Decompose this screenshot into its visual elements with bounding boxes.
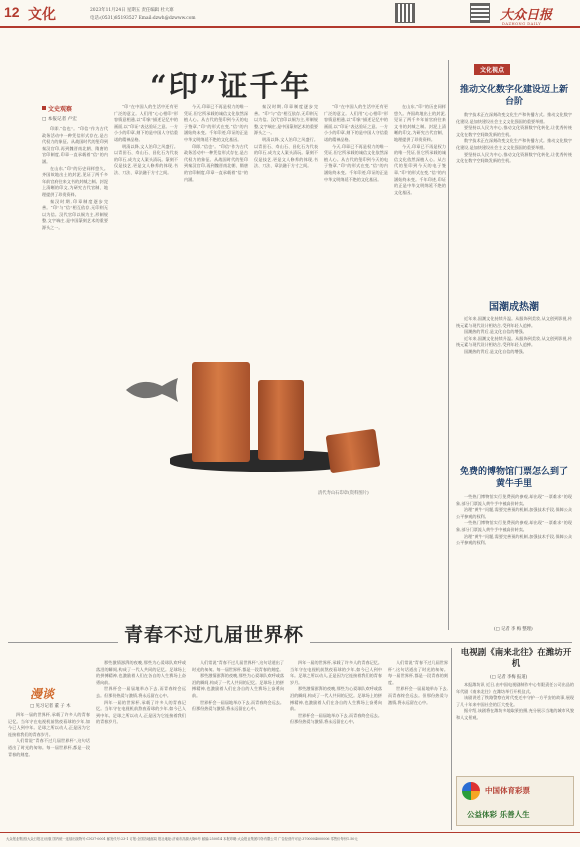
- sidebar-paragraph: 国潮热的背后,是文化自信的增强。: [464, 348, 527, 354]
- bottom-paragraph: 世界杯会一届届地举办下去,而青春终会远去。但那份热爱与激情,将永远留在心中。: [290, 712, 382, 725]
- column-divider: [448, 60, 449, 630]
- sidebar-article-2-body: [456, 316, 572, 454]
- sidebar-article-2-title: 国潮成热潮: [489, 302, 539, 313]
- lottery-ad[interactable]: [456, 776, 574, 826]
- lead-column-tag: [42, 103, 72, 113]
- seal-stone: [258, 380, 304, 460]
- qr-code-icon: [470, 3, 490, 23]
- section-title: 文化: [28, 7, 56, 23]
- lead-paragraph: 秦汉时期,印章制度逐步完善。“印”与“信”相互依存,无印则无以为信。汉代官印以铜为主,形制规整,文字端庄,是中国篆刻艺术的重要源头之一。: [42, 198, 108, 230]
- sidebar-paragraph: 国潮热的背后,是文化自信的增强。: [464, 329, 527, 335]
- seal-stone: [326, 429, 381, 474]
- bottom-paragraph: 人们常说“青春不过几届世界杯”,这句话道出了时光的匆匆。每一届世界杯,都是一段青春的刻度。: [388, 660, 448, 685]
- sidebar-byline: (□ 记者 李 梅 整理): [494, 627, 533, 632]
- page-number: 12: [4, 4, 20, 20]
- tag-bar-icon: [42, 106, 46, 110]
- sidebar-paragraph: 要坚持以人民为中心,推动文化资源数字化转化,让优秀传统文化在数字空间焕发新的生机。: [456, 151, 572, 164]
- sidebar-article-1-title: 推动文化数字化建设迈上新台阶: [459, 85, 568, 107]
- lead-paragraph: 今天,印章已不再是权力的唯一凭证,但它所承载的诚信文化依然深植人心。从古代的玺印到今天的电子签章,“印”的形式在变,“信”的内涵始终未变。千年印迹,印证的正是中华文明绵延不绝的文化基因。: [184, 104, 248, 142]
- footer-text: 大众报业集团(大众日报社)出版 国内统一连续出版物号:CN37-0001 邮发代号:23-1 订报:全国各地邮局 报社地址:济南市泺源大街6号 邮编:250014 本报印刷:大众报业集团印务有限公司 广告经营许可证:3700004000006 零售价每份1.50元: [6, 837, 358, 841]
- lead-image-caption: 清代寿山石印章(资料图片): [318, 491, 369, 496]
- lottery-ad-slogan: 公益体彩 乐善人生: [467, 810, 530, 819]
- lead-column-3: [184, 104, 248, 344]
- seal-stone: [192, 362, 250, 462]
- seal-photo: [108, 340, 408, 520]
- column-tag-label: 文史观察: [48, 105, 73, 113]
- masthead-rule: [0, 26, 580, 28]
- qr-code-icon: [395, 3, 415, 23]
- bottom-right-paragraph: 据介绍,该剧将在潍坊多地取景拍摄,充分展示当地的城市风貌和人文景观。: [456, 708, 574, 720]
- bottom-column-1: [8, 712, 90, 830]
- bottom-paragraph: 世界杯会一届届地举办下去,而青春终会远去。但那份热爱与激情,将永远留在心中。: [388, 686, 448, 705]
- sidebar-tag-label: 文化视点: [480, 67, 505, 74]
- lead-paragraph: 今天,印章已不再是权力的唯一凭证,但它所承载的诚信文化依然深植人心。从古代的玺印到今天的电子签章,“印”的形式在变,“信”的内涵始终未变。千年印迹,印证的正是中华文明绵延不绝的文化基因。: [394, 143, 446, 195]
- lead-paragraph: 在山东,“印”的历史同样悠久。齐国故地出土的封泥,见证了两千多年前官府往来文书的封缄之制。封泥上清晰的印文,为研究古代官制、地理提供了珍贵资料。: [42, 165, 108, 197]
- bottom-paragraph: 世界杯会一届届地举办下去,而青春终会远去。但那份热爱与激情,将永远留在心中。: [192, 699, 284, 712]
- lead-column-4: [254, 104, 318, 344]
- sidebar-article-3-body: [456, 494, 572, 624]
- bottom-right-headline: 电视剧《南来北往》在潍坊开机: [460, 648, 572, 669]
- sidebar-paragraph: 要坚持以人民为中心,推动文化资源数字化转化,让优秀传统文化在数字空间焕发新的生机。: [456, 125, 572, 137]
- bottom-column-5: [388, 660, 448, 830]
- fish-icon: [122, 374, 182, 406]
- lead-paragraph: 在山东,“印”的历史同样悠久。齐国故地出土的封泥,见证了两千多年前官府往来文书的封缄之制。封泥上清晰的印文,为研究古代官制、地理提供了珍贵资料。: [394, 104, 446, 142]
- bottom-paragraph: 世界杯会一届届地举办下去,而青春终会远去。但那份热爱与激情,将永远留在心中。: [96, 686, 186, 698]
- bottom-headline: 青春不过几届世界杯: [118, 620, 310, 647]
- lead-byline: □ 本报记者 卢宏: [42, 117, 77, 122]
- lead-paragraph: 明清以降,文人治印之风盛行。以青田石、寿山石、昌化石为代表的印石,成为文人案头清玩。篆刻不仅是技艺,更是文人修养的体现,书法、刀法、章法融于方寸之间。: [254, 136, 318, 169]
- brand-logo: 大众日报: [500, 8, 553, 23]
- bottom-paragraph: 四年一届的世界杯,承载了许多人的青春记忆。当年守在电视机前熬夜看球的少年,如今已人到中年。足球之所以动人,正是因为它连接着我们的青春岁月。: [96, 699, 186, 725]
- masthead: [0, 0, 580, 36]
- sidebar-paragraph: 一些热门博物馆实行免费预约参观,却出现“一票难求”的现象,部分门票流入黄牛手中被高价转卖。: [456, 520, 572, 532]
- bottom-right-paragraph: 该剧讲述了铁路警察在时代变迁中守护一方平安的故事,展现了几十年来中国社会的巨大变化。: [456, 695, 574, 707]
- brand-mark: DAZHONG DAILY: [502, 22, 542, 26]
- sidebar-paragraph: 一些热门博物馆实行免费预约参观,却出现“一票难求”的现象,部分门票流入黄牛手中被高价转卖。: [456, 494, 572, 506]
- bottom-byline: □ 见习记者 董 子 木: [30, 704, 71, 709]
- lead-column-2: [114, 104, 178, 344]
- bottom-paragraph: 人们常说“青春不过几届世界杯”,这句话道出了时光的匆匆。每一届世界杯,都是一段青春的刻度。: [8, 738, 90, 757]
- bottom-column-tag: 漫谈: [30, 687, 55, 701]
- bottom-column-4: [290, 660, 382, 830]
- sidebar-article-3-title: 免费的博物馆门票怎么到了黄牛手里: [459, 467, 568, 489]
- lead-headline: “印”证千年: [150, 69, 312, 103]
- bottom-column-3: [192, 660, 284, 830]
- bottom-paragraph: 那些激情澎湃的夜晚,那些为心爱球队欢呼或落泪的瞬间,构成了一代人共同的记忆。足球场上的拼搏精神,也激励着人们在各自的人生赛场上奋勇向前。: [192, 673, 284, 698]
- phone-line: 电话:(0531)85193527 Email:dzwh@dzwww.com: [90, 16, 196, 21]
- sidebar-article-1-body: [456, 112, 572, 284]
- date-line: 2023年11月24日 星期五 责任编辑 杜大寨: [90, 8, 174, 13]
- footer-rule: [0, 832, 580, 833]
- sidebar-paragraph: 治理“黄牛”问题,需要完善预约机制,加强技术手段,保障公众公平参观的权利。: [456, 507, 572, 519]
- lead-paragraph: 明清以降,文人治印之风盛行。以青田石、寿山石、昌化石为代表的印石,成为文人案头清玩。篆刻不仅是技艺,更是文人修养的体现,书法、刀法、章法融于方寸之间。: [114, 143, 178, 175]
- sidebar-paragraph: 治理“黄牛”问题,需要完善预约机制,加强技术手段,保障公众公平参观的权利。: [456, 533, 572, 546]
- bottom-paragraph: 那些激情澎湃的夜晚,那些为心爱球队欢呼或落泪的瞬间,构成了一代人共同的记忆。足球场上的拼搏精神,也激励着人们在各自的人生赛场上奋勇向前。: [290, 686, 382, 712]
- bottom-column-2: [96, 660, 186, 830]
- bottom-paragraph: 四年一届的世界杯,承载了许多人的青春记忆。当年守在电视机前熬夜看球的少年,如今已人到中年。足球之所以动人,正是因为它连接着我们的青春岁月。: [290, 660, 382, 685]
- bottom-right-body: [456, 682, 574, 772]
- lead-paragraph: “印”在中国人的生活中还有更广泛的意义。人们用“心心相印”形容情意相通,以“印象”描述记忆中的画面,以“印证”表达验证之意。一方小小的印章,刻下的是中国人守信重诺的精神品格。: [324, 104, 388, 142]
- sidebar-paragraph: 近年来,国潮文化持续升温。从服饰到美妆,从文创到影视,传统元素与现代设计相结合,受到年轻人追捧。: [456, 335, 572, 348]
- sidebar-paragraph: 数字技术正在深刻改变文化生产和传播方式。推动文化数字化建设,是加快建设社会主义文化强国的重要举措。: [456, 112, 572, 124]
- sidebar-paragraph: 近年来,国潮文化持续升温。从服饰到美妆,从文创到影视,传统元素与现代设计相结合,受到年轻人追捧。: [456, 316, 572, 328]
- lottery-logo-icon: [462, 782, 480, 800]
- lead-column-5: [324, 104, 388, 344]
- lead-column-1: [42, 126, 108, 466]
- lead-paragraph: “印”在中国人的生活中还有更广泛的意义。人们用“心心相印”形容情意相通,以“印象”描述记忆中的画面,以“印证”表达验证之意。一方小小的印章,刻下的是中国人守信重诺的精神品格。: [114, 104, 178, 142]
- sidebar-column-tag: [474, 64, 510, 75]
- lottery-ad-text: 中国体育彩票: [485, 786, 530, 795]
- lead-paragraph: 秦汉时期,印章制度逐步完善。“印”与“信”相互依存,无印则无以为信。汉代官印以铜为主,形制规整,文字端庄,是中国篆刻艺术的重要源头之一。: [254, 104, 318, 136]
- bottom-paragraph: 四年一届的世界杯,承载了许多人的青春记忆。当年守在电视机前熬夜看球的少年,如今已人到中年。足球之所以动人,正是因为它连接着我们的青春岁月。: [8, 712, 90, 737]
- sidebar: [454, 60, 574, 640]
- column-divider: [451, 648, 452, 830]
- lead-paragraph: 今天,印章已不再是权力的唯一凭证,但它所承载的诚信文化依然深植人心。从古代的玺印到今天的电子签章,“印”的形式在变,“信”的内涵始终未变。千年印迹,印证的正是中华文明绵延不绝的文化基因。: [324, 143, 388, 182]
- sidebar-paragraph: 数字技术正在深刻改变文化生产和传播方式。推动文化数字化建设,是加快建设社会主义文化强国的重要举措。: [456, 138, 572, 150]
- bottom-paragraph: 人们常说“青春不过几届世界杯”,这句话道出了时光的匆匆。每一届世界杯,都是一段青春的刻度。: [192, 660, 284, 672]
- bottom-right-byline: (□ 记者 李梅 报道): [490, 675, 528, 680]
- bottom-paragraph: 那些激情澎湃的夜晚,那些为心爱球队欢呼或落泪的瞬间,构成了一代人共同的记忆。足球场上的拼搏精神,也激励着人们在各自的人生赛场上奋勇向前。: [96, 660, 186, 685]
- lead-paragraph: 印即,“信也”。“印信”作为古代政务活动中一种凭信形式存在,是古代权力的象征。从战国时代的玺印到秦汉官印,再到魏晋南北朝、隋唐的官印制度,印章一直承载着“信”的内涵。: [184, 143, 248, 182]
- bottom-right-paragraph: 本报潍坊讯 近日,由中国电视剧制作中心有限责任公司出品的年代剧《南来北往》在潍坊举行开机仪式。: [456, 682, 574, 694]
- lead-paragraph: 印即,“信也”。“印信”作为古代政务活动中一种凭信形式存在,是古代权力的象征。从战国时代的玺印到秦汉官印,再到魏晋南北朝、隋唐的官印制度,印章一直承载着“信”的内涵。: [42, 126, 108, 164]
